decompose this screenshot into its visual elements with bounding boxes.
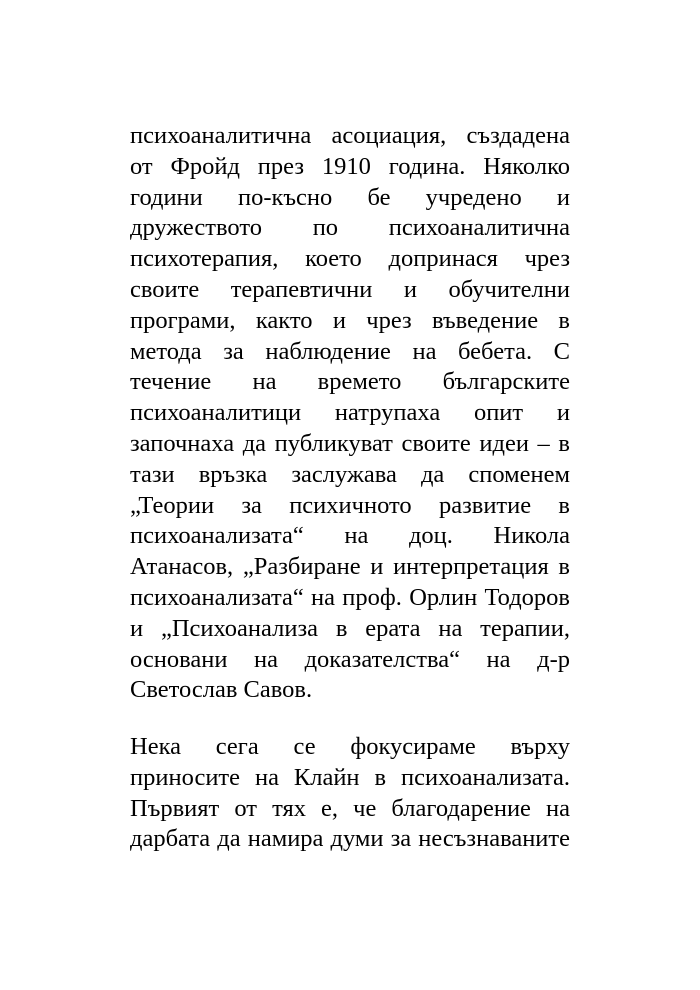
text-line: от Фройд през 1910 година. Няколко — [130, 152, 570, 180]
text-line: приносите на Клайн в психоанализата. — [130, 763, 570, 791]
text-line: години по-късно бе учредено и — [130, 183, 570, 211]
text-line: дружеството по психоаналитична — [130, 214, 570, 242]
text-line: и „Психоанализа в ерата на терапии, — [130, 614, 570, 642]
text-line: психоаналитици натрупаха опит и — [130, 399, 570, 427]
text-line: Атанасов, „Разбиране и интерпретация в — [130, 553, 570, 581]
text-line: психоанализата“ на доц. Никола — [130, 522, 570, 550]
text-line: течение на времето българските — [130, 368, 570, 396]
text-line: дарбата да намира думи за несъзнаваните — [130, 825, 570, 853]
text-line: своите терапевтични и обучителни — [130, 275, 570, 303]
paragraph-1 — [130, 121, 570, 706]
text-line: започнаха да публикуват своите идеи – в — [130, 429, 570, 457]
text-line: тази връзка заслужава да споменем — [130, 460, 570, 488]
text-line: психотерапия, което допринася чрез — [130, 245, 570, 273]
text-line: психоаналитична асоциация, създадена — [130, 122, 570, 149]
text-line: психоанализата“ на проф. Орлин Тодоров — [130, 583, 570, 611]
text-line: „Теории за психичното развитие в — [130, 491, 570, 519]
text-line: метода за наблюдение на бебета. С — [130, 337, 570, 365]
text-line: програми, както и чрез въведение в — [130, 306, 570, 334]
text-line: Нека сега се фокусираме върху — [130, 733, 570, 760]
text-line: Светослав Савов. — [130, 676, 313, 704]
text-line: Първият от тях е, че благодарение на — [130, 794, 570, 822]
paragraph-2 — [130, 732, 570, 855]
text-line: основани на доказателства“ на д-р — [130, 645, 570, 673]
